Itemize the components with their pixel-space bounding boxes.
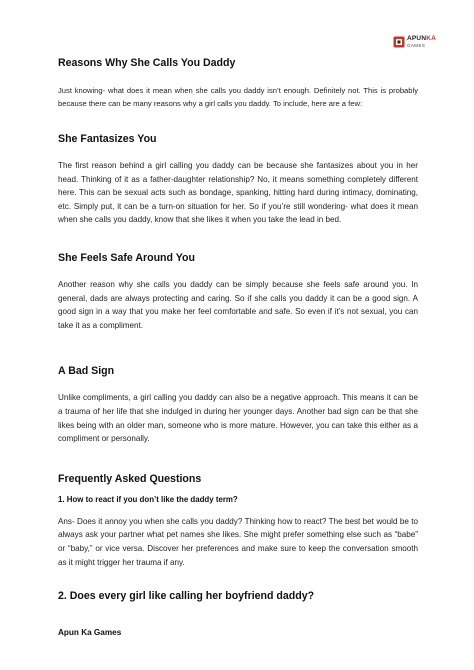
footer-brand: Apun Ka Games <box>58 628 122 637</box>
faq-answer-1: Ans- Does it annoy you when she calls you daddy? Thinking how to react? The best bet would be to always ask your partner what pet names she likes. She might prefer something else such as “babe” or “baby,” or vice versa. Discover her preferences and make sure to keep the conversation smooth as it might trigger her trauma if any. <box>58 516 418 567</box>
section-heading-safe: She Feels Safe Around You <box>58 251 195 264</box>
logo-mark-icon <box>393 36 405 48</box>
logo-word-a: APUN <box>407 35 427 42</box>
intro-paragraph: Just knowing- what does it mean when she calls you daddy isn’t enough. Definitely not. This is probably because there can be many reasons why a girl calls you daddy. To include, here are a few: <box>58 86 418 108</box>
section-body-bad-sign: Unlike compliments, a girl calling you daddy can also be a negative approach. This means it can be a trauma of her life that she indulged in during her younger days. Another bad sign can be that she likes being with an older man, someone who is more mature. However, you can take this either as a compliment or personally. <box>58 393 418 444</box>
faq-question-2: 2. Does every girl like calling her boyfriend daddy? <box>58 590 315 603</box>
logo-text <box>407 36 436 48</box>
section-heading-bad-sign: A Bad Sign <box>58 365 115 378</box>
logo-word-b: KA <box>426 35 437 42</box>
article-title: Reasons Why She Calls You Daddy <box>58 57 236 69</box>
logo-subtitle: GAMES <box>407 42 426 48</box>
section-body-fantasizes: The first reason behind a girl calling you daddy can be because she fantasizes about you in her head. Thinking of it as a father-daughter relationship? No, it means something completely different here. This can be sexual acts such as bondage, spanking, hitting hard during intimacy, dominating, etc. Simply put, it can be a turn-on situation for her. So if you’re still wondering- what does it mean when she calls you daddy, know that she likes it when you take the lead in bed. <box>58 161 418 225</box>
article-body <box>58 56 418 603</box>
brand-logo <box>393 36 436 48</box>
section-heading-fantasizes: She Fantasizes You <box>58 133 157 145</box>
logo-wordmark <box>407 36 436 43</box>
section-body-safe: Another reason why she calls you daddy can be simply because she feels safe around you. In general, dads are always protecting and caring. So if she calls you daddy it can be a good sign. A good sign in a way that you make her feel comfortable and safe. So even if it’s not sexual, you can take it as a compliment. <box>58 279 418 330</box>
faq-question-1: 1. How to react if you don’t like the daddy term? <box>58 494 238 504</box>
faq-heading: Frequently Asked Questions <box>58 472 202 485</box>
